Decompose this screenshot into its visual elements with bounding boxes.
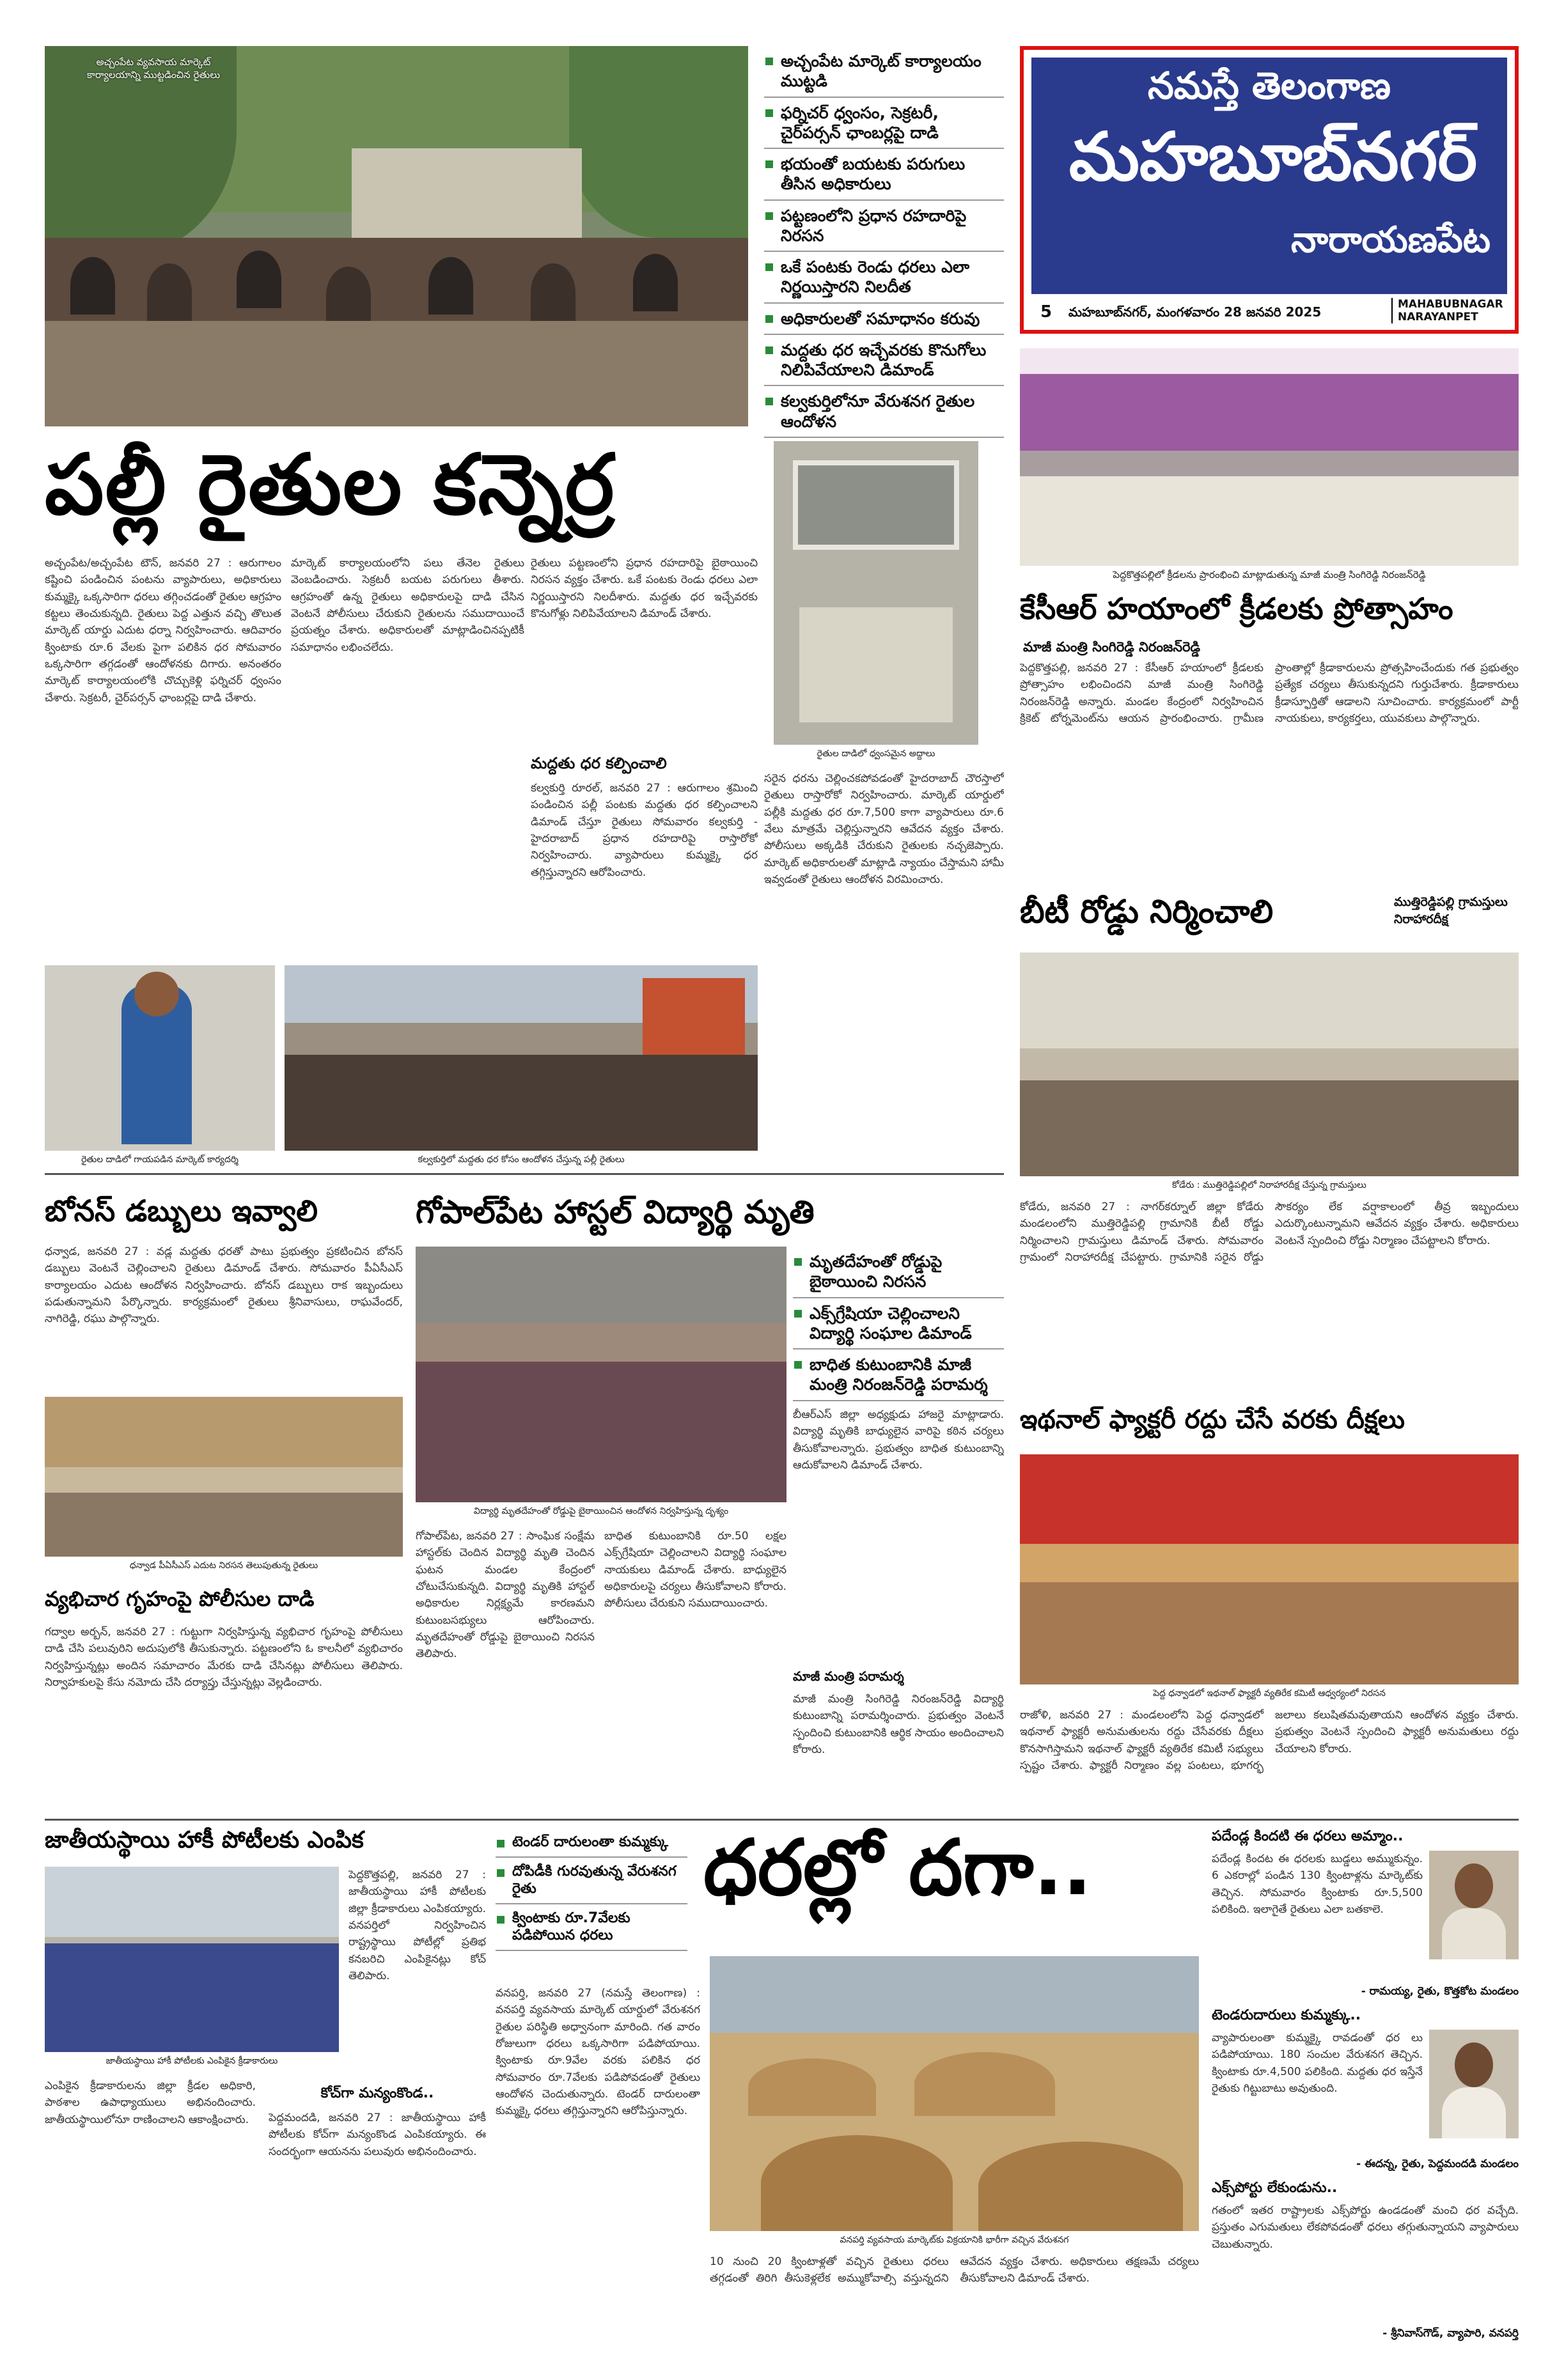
page-number: 5 bbox=[1040, 302, 1052, 322]
hockey-body-col3: పెద్దమందడి, జనవరి 27 : జాతీయస్థాయి హాకీ పోటీలకు కోచ్‌గా మన్యంకొండ ఎంపికయ్యారు. ఈ సందర్భంగా ఆయనను పలువురు అభినందించారు. bbox=[269, 2112, 486, 2158]
bt-road-headline: బీటీ రోడ్డు నిర్మించాలి bbox=[1020, 893, 1274, 930]
prices-bullet: క్వింటాకు రూ.7వేలకు పడిపోయిన ధరలు bbox=[496, 1904, 687, 1951]
raid-body: గద్వాల అర్బన్, జనవరి 27 : గుట్టుగా నిర్వహిస్తున్న వ్యభిచార గృహంపై పోలీసులు దాడి చేసి పలువురిని అదుపులోకి తీసుకున్నారు. పట్టణంలోని ఓ కాలనీలో వ్యభిచారం నిర్వహిస్తున్నట్లు అందిన సమాచారం మేరకు దాడి చేసినట్లు పోలీసులు తెలిపారు. నిర్వాహకులపై కేసు నమోదు చేసి దర్యాప్తు చేస్తున్నట్లు వెల్లడించారు. bbox=[45, 1626, 403, 1690]
lead-body-col2: మార్కెట్ కార్యాలయంలోని పలు తేనెల రైతులు వెంబడించారు. సెక్రటరీ బయట పరుగులు తీశారు. ఆగ్రహంతో ఉన్న రైతులు అధికారులపై దాడి చేసిన వెంటనే పోలీసులు చేరుకుని రైతులను సముదాయించే ప్రయత్నం చేశారు. అధికారులతో మాట్లాడించినప్పటికీ సమాధానం లభించలేదు. bbox=[291, 557, 524, 654]
edition-label: MAHABUBNAGAR NARAYANPET bbox=[1391, 298, 1506, 323]
gopalpet-subhead: మాజీ మంత్రి పరామర్శ bbox=[793, 1668, 904, 1684]
kcr-headline: కేసీఆర్ హయాంలో క్రీడలకు ప్రోత్సాహం bbox=[1020, 591, 1453, 626]
injured-secretary-caption: రైతుల దాడిలో గాయపడిన మార్కెట్ కార్యదర్శి bbox=[81, 1155, 239, 1165]
gopalpet-body-col1: గోపాల్‌పేట, జనవరి 27 : సాంఘిక సంక్షేమ హాస్టల్‌కు చెందిన విద్యార్థి మృతి చెందిన ఘటన మండల కేంద్రంలో చోటుచేసుకున్నది. విద్యార్థి మృతికి హాస్టల్ అధికారుల నిర్లక్ష్యమే కారణమని కుటుంబసభ్యులు ఆరోపించారు. మృతదేహంతో రోడ్డుపై బైఠాయించి నిరసన తెలిపారు. bbox=[416, 1530, 595, 1661]
kalwakurthy-protest-photo bbox=[285, 965, 758, 1151]
prices-bullet-list bbox=[496, 1828, 687, 1951]
lead-bullet: కల్వకుర్తిలోనూ వేరుశనగ రైతుల ఆందోళన bbox=[764, 386, 1004, 438]
ethanol-protest-photo bbox=[1020, 1454, 1519, 1684]
lead-bullet: ఒకే పంటకు రెండు ధరలు ఎలా నిర్ణయిస్తారని నిలదీత bbox=[764, 252, 1004, 304]
prices-headline: ధరల్లో దగా.. bbox=[703, 1824, 1092, 1913]
bt-road-body: కోడేరు, జనవరి 27 : నాగర్‌కర్నూల్ జిల్లా కోడేరు మండలంలోని ముత్తిరెడ్డిపల్లి గ్రామానికి బీటీ రోడ్డు నిర్మించాలని గ్రామస్తులు డిమాండ్ చేశారు. సోమవారం గ్రామంలో నిరాహారదీక్ష చేపట్టారు. గ్రామానికి సరైన రోడ్డు సౌకర్యం లేక వర్షాకాలంలో తీవ్ర ఇబ్బందులు ఎదుర్కొంటున్నామని ఆవేదన వ్యక్తం చేశారు. అధికారులు వెంటనే స్పందించి రోడ్డు నిర్మాణం చేపట్టాలని కోరారు. bbox=[1020, 1201, 1519, 1264]
hunger-strike-photo bbox=[1020, 953, 1519, 1176]
district-name: మహబూబ్‌నగర్ bbox=[1068, 118, 1478, 196]
prices-body-col1: వనపర్తి, జనవరి 27 (నమస్తే తెలంగాణ) : వనపర్తి వ్యవసాయ మార్కెట్ యార్డులో వేరుశనగ రైతుల పరిస్థితి అధ్వానంగా మారింది. గత వారం రోజులుగా ధరలు ఒక్కసారిగా పడిపోయాయి. క్వింటాకు రూ.9వేల వరకు పలికిన ధర సోమవారం రూ.7వేలకు పడిపోవడంతో రైతులు ఆందోళన చెందుతున్నారు. టెండర్ దారులంతా కుమ్మక్కై ధరలు తగ్గిస్తున్నారని ఆరోపిస్తున్నారు. bbox=[496, 1987, 700, 2118]
hockey-body-col2: ఎంపికైన క్రీడాకారులను జిల్లా క్రీడల అధికారి, పాఠశాల ఉపాధ్యాయులు అభినందించారు. జాతీయస్థాయిలోనూ రాణించాలని ఆకాంక్షించారు. bbox=[45, 2080, 256, 2126]
bt-road-tag: ముత్తిరెడ్డిపల్లి గ్రామస్తులు నిరాహారదీక్ష bbox=[1394, 895, 1508, 926]
dateline: మహబూబ్‌నగర్, మంగళవారం 28 జనవరి 2025 bbox=[1068, 304, 1322, 320]
hunger-strike-caption: కోడేరు : ముత్తిరెడ్డిపల్లిలో నిరాహారదీక్ష చేస్తున్న గ్రామస్తులు bbox=[1172, 1180, 1366, 1190]
divider bbox=[45, 1173, 1004, 1175]
support-price-subhead: మద్దతు ధర కల్పించాలి bbox=[531, 754, 667, 772]
hockey-headline: జాతీయస్థాయి హాకీ పోటీలకు ఎంపిక bbox=[45, 1827, 364, 1853]
kcr-body: పెద్దకొత్తపల్లి, జనవరి 27 : కేసీఆర్ హయాంలో క్రీడలకు ప్రోత్సాహం లభించిందని మాజీ మంత్రి సింగిరెడ్డి నిరంజన్‌రెడ్డి అన్నారు. మండల కేంద్రంలో నిర్వహించిన క్రికెట్ టోర్నమెంట్‌ను ఆయన ప్రారంభించారు. గ్రామీణ ప్రాంతాల్లో క్రీడాకారులను ప్రోత్సహించేందుకు గత ప్రభుత్వం ప్రత్యేక చర్యలు తీసుకున్నదని గుర్తుచేశారు. క్రీడాకారులు క్రీడాస్ఫూర్తితో ఆడాలని సూచించారు. కార్యక్రమంలో పార్టీ నాయకులు, కార్యకర్తలు, యువకులు పాల్గొన్నారు. bbox=[1020, 662, 1519, 726]
hockey-players-photo bbox=[45, 1867, 339, 2052]
hockey-caption: జాతీయస్థాయి హాకీ పోటీలకు ఎంపికైన క్రీడాకారులు bbox=[106, 2056, 278, 2066]
pacs-caption: ధన్వాడ పీఏసీఎస్ ఎదుట నిరసన తెలుపుతున్న రైతులు bbox=[129, 1560, 318, 1571]
lead-bullet: మద్దతు ధర ఇచ్చేవరకు కొనుగోలు నిలిపివేయాలని డిమాండ్ bbox=[764, 335, 1004, 387]
prices-bullet: టెండర్ దారులంతా కుమ్మక్కు bbox=[496, 1828, 687, 1858]
groundnut-heaps-photo bbox=[710, 1956, 1199, 2231]
lead-body-col3: రైతులు పట్టణంలోని ప్రధాన రహదారిపై బైఠాయించి నిరసన వ్యక్తం చేశారు. ఒకే పంటకు రెండు ధరలు ఎలా నిర్ణయిస్తారని నిలదీశారు. మద్దతు ధర ఇచ్చేవరకు కొనుగోళ్లు నిలిపివేయాలని డిమాండ్ చేశారు. bbox=[531, 557, 758, 621]
lead-body-col4: సరైన ధరను చెల్లించకపోవడంతో హైదరాబాద్ చౌరస్తాలో రైతులు రాస్తారోకో నిర్వహించారు. మార్కెట్ యార్డులో పల్లీకి మద్దతు ధర రూ.7,500 కాగా వ్యాపారులు రూ.6 వేలు మాత్రమే చెల్లిస్తున్నారని ఆవేదన వ్యక్తం చేశారు. పోలీసులు అక్కడికి చేరుకుని రైతులకు నచ్చజెప్పారు. మార్కెట్ అధికారులతో మాట్లాడి న్యాయం చేస్తామని హామీ ఇవ్వడంతో రైతులు ఆందోళన విరమించారు. bbox=[764, 772, 1004, 887]
groundnut-caption: వనపర్తి వ్యవసాయ మార్కెట్‌కు విక్రయానికి భారీగా వచ్చిన వేరుశనగ bbox=[840, 2235, 1069, 2245]
lead-bullet: ఫర్నిచర్ ధ్వంసం, సెక్రటరీ, చైర్‌పర్సన్ ఛాంబర్లపై దాడి bbox=[764, 98, 1004, 150]
lead-body-col1: అచ్చంపేట/అచ్చంపేట టౌన్, జనవరి 27 : ఆరుగాలం కష్టించి పండించిన పంటను వ్యాపారులు, అధికారులు కుమ్మక్కై ఒక్కసారిగా ధరలు తగ్గించడంతో రైతుల ఆగ్రహం కట్టలు తెంచుకున్నది. రైతులు పెద్ద ఎత్తున వచ్చి తొలుత మార్కెట్ యార్డు ఎదుట ధర్నా నిర్వహించారు. ఆదివారం క్వింటాకు రూ.6 వేలకు పైగా పలికిన ధర సోమవారం ఒక్కసారిగా తగ్గడంతో ఆందోళనకు దిగారు. అనంతరం మార్కెట్ కార్యాలయంలోకి చొచ్చుకెళ్లి ఫర్నిచర్ ధ్వంసం చేశారు. సెక్రటరీ, చైర్‌పర్సన్ ఛాంబర్లపై దాడి చేశారు. bbox=[45, 557, 281, 704]
gopalpet-body-col2: బాధిత కుటుంబానికి రూ.50 లక్షల ఎక్స్‌గ్రేషియా చెల్లించాలని విద్యార్థి సంఘాల నాయకులు డిమాండ్ చేశారు. బాధ్యులైన అధికారులపై చర్యలు తీసుకోవాలని కోరారు. పోలీసులు చేరుకుని సముదాయించారు. bbox=[604, 1530, 786, 1610]
ethanol-body: రాజోళి, జనవరి 27 : మండలంలోని పెద్ద ధన్వాడలో ఇథనాల్ ఫ్యాక్టరీ అనుమతులను రద్దు చేసేవరకు దీక్షలు కొనసాగిస్తామని ఇథనాల్ ఫ్యాక్టరీ వ్యతిరేక కమిటీ సభ్యులు స్పష్టం చేశారు. ఫ్యాక్టరీ నిర్మాణం వల్ల పంటలు, భూగర్భ జలాలు కలుషితమవుతాయని ఆందోళన వ్యక్తం చేశారు. ప్రభుత్వం వెంటనే స్పందించి ఫ్యాక్టరీ అనుమతులు రద్దు చేయాలని కోరారు. bbox=[1020, 1709, 1519, 1773]
brand-name: నమస్తే తెలంగాణ bbox=[1148, 64, 1391, 107]
gopalpet-protest-photo bbox=[416, 1247, 786, 1502]
quote1-head: పదేండ్ల కిందటి ఈ ధరలు అమ్మాం.. bbox=[1212, 1828, 1404, 1844]
quote1-signature: - రామయ్య, రైతు, కొత్తకోట మండలం bbox=[1361, 1985, 1519, 1998]
gopalpet-body-col3: బీఆర్‌ఎస్ జిల్లా అధ్యక్షుడు హాజరై మాట్లాడారు. విద్యార్థి మృతికి బాధ్యులైన వారిపై కఠిన చర్యలు తీసుకోవాలన్నారు. ప్రభుత్వం బాధిత కుటుంబాన్ని ఆదుకోవాలని డిమాండ్ చేశారు. bbox=[793, 1408, 1004, 1472]
gopalpet-caption: విద్యార్థి మృతదేహంతో రోడ్డుపై బైఠాయించిన ఆందోళన నిర్వహిస్తున్న దృశ్యం bbox=[473, 1506, 729, 1516]
lead-bullet: అచ్చంపేట మార్కెట్ కార్యాలయం ముట్టడి bbox=[764, 46, 1004, 98]
kcr-subhead: మాజీ మంత్రి సింగిరెడ్డి నిరంజన్‌రెడ్డి bbox=[1023, 639, 1201, 655]
ethanol-caption: పెద్ద ధన్వాడలో ఇథనాల్ ఫ్యాక్టరీ వ్యతిరేక కమిటీ ఆధ్వర్యంలో నిరసన bbox=[1153, 1688, 1386, 1699]
lead-bullet: భయంతో బయటకు పరుగులు తీసిన అధికారులు bbox=[764, 149, 1004, 201]
kalwakurthy-caption: కల్వకుర్తిలో మద్దతు ధర కోసం ఆందోళన చేస్తున్న పల్లీ రైతులు bbox=[418, 1155, 625, 1165]
gopalpet-headline: గోపాల్‌పేట హాస్టల్ విద్యార్థి మృతి bbox=[416, 1194, 815, 1231]
lead-headline: పల్లీ రైతుల కన్నెర్ర bbox=[45, 436, 616, 533]
lead-bullet: అధికారులతో సమాధానం కరువు bbox=[764, 304, 1004, 335]
prices-bullet: దోపిడీకి గురవుతున్న వేరుశనగ రైతు bbox=[496, 1858, 687, 1904]
farmer1-portrait bbox=[1429, 1851, 1519, 1959]
farmer2-portrait bbox=[1429, 2030, 1519, 2138]
broken-window-caption: రైతుల దాడిలో ధ్వంసమైన అద్దాలు bbox=[817, 749, 935, 759]
gopalpet-bullet: ఎక్స్‌గ్రేషియా చెల్లించాలని విద్యార్థి సంఘాల డిమాండ్ bbox=[793, 1298, 1004, 1350]
quote2-head: టెండరుదారులు కుమ్మక్కు.. bbox=[1212, 2007, 1361, 2023]
lead-bullet: పట్టణంలోని ప్రధాన రహదారిపై నిరసన bbox=[764, 201, 1004, 253]
quote2-signature: - ఈదన్న, రైతు, పెద్దమందడి మండలం bbox=[1356, 2158, 1519, 2170]
bonus-body: ధన్వాడ, జనవరి 27 : వడ్ల మద్దతు ధరతో పాటు ప్రభుత్వం ప్రకటించిన బోనస్ డబ్బులు వెంటనే చెల్లించాలని రైతులు డిమాండ్ చేశారు. సోమవారం పీఏసీఎస్ కార్యాలయం ఎదుట ఆందోళన నిర్వహించారు. బోనస్ డబ్బులు రాక ఇబ్బందులు పడుతున్నామని పేర్కొన్నారు. కార్యక్రమంలో రైతులు శ్రీనివాసులు, రాఘవేందర్, నాగిరెడ్డి, రఘు పాల్గొన్నారు. bbox=[45, 1245, 403, 1326]
hockey-coach-subhead: కోచ్‌గా మన్యంకొండ.. bbox=[320, 2085, 434, 2101]
broken-window-photo bbox=[774, 441, 978, 745]
gopalpet-body-col4: మాజీ మంత్రి సింగిరెడ్డి నిరంజన్‌రెడ్డి విద్యార్థి కుటుంబాన్ని పరామర్శించారు. ప్రభుత్వం వెంటనే స్పందించి కుటుంబానికి ఆర్థిక సాయం అందించాలని కోరారు. bbox=[793, 1693, 1004, 1757]
lead-protest-photo bbox=[45, 46, 748, 426]
divider bbox=[45, 1819, 1519, 1821]
bonus-headline: బోనస్ డబ్బులు ఇవ్వాలి bbox=[45, 1194, 318, 1228]
gopalpet-bullet: మృతదేహంతో రోడ్డుపై బైఠాయించి నిరసన bbox=[793, 1247, 1004, 1298]
sports-photo-caption: పెద్దకొత్తపల్లిలో క్రీడలను ప్రారంభించి మాట్లాడుతున్న మాజీ మంత్రి సింగిరెడ్డి నిరంజన్‌రెడ్డి bbox=[1113, 569, 1426, 580]
quote1-body: పదేండ్ల కిందట ఈ ధరలకు బుడ్డలు అమ్ముకున్నం. 6 ఎకరాల్లో పండిన 130 క్వింటాళ్లను మార్కెట్‌కు తెచ్చిన. సోమవారం క్వింటాకు రూ.5,500 పలికింది. ఇలాగైతే రైతులు ఎలా బతకాలె. bbox=[1212, 1853, 1423, 1917]
lead-photo-caption: అచ్చంపేట వ్యవసాయ మార్కెట్ కార్యాలయాన్ని ముట్టడించిన రైతులు bbox=[86, 56, 221, 81]
hockey-body-col1: పెద్దకొత్తపల్లి, జనవరి 27 : జాతీయస్థాయి హాకీ పోటీలకు జిల్లా క్రీడాకారులు ఎంపికయ్యారు. వనపర్తిలో నిర్వహించిన రాష్ట్రస్థాయి పోటీల్లో ప్రతిభ కనబరిచి ఎంపికైనట్లు కోచ్ తెలిపారు. bbox=[348, 1869, 486, 1983]
gopalpet-bullet: బాధిత కుటుంబానికి మాజీ మంత్రి నిరంజన్‌రెడ్డి పరామర్శ bbox=[793, 1349, 1004, 1401]
quote3-body: గతంలో ఇతర రాష్ట్రాలకు ఎక్స్‌పోర్టు ఉండడంతో మంచి ధర వచ్చేది. ప్రస్తుతం ఎగుమతులు లేకపోవడంతో ధరలు తగ్గుతున్నాయని వ్యాపారులు చెబుతున్నారు. bbox=[1212, 2204, 1519, 2251]
gopalpet-bullet-list bbox=[793, 1247, 1004, 1401]
subdistrict-name: నారాయణపేట bbox=[1291, 219, 1490, 261]
lead-bullet-list bbox=[764, 46, 1004, 438]
prices-body-col3: 10 నుంచి 20 క్వింటాళ్లతో వచ్చిన రైతులు ధరలు తగ్గడంతో తిరిగి తీసుకెళ్లలేక అమ్ముకోవాల్సి వస్తున్నదని ఆవేదన వ్యక్తం చేశారు. అధికారులు తక్షణమే చర్యలు తీసుకోవాలని డిమాండ్ చేశారు. bbox=[710, 2255, 1199, 2285]
quote3-signature: - శ్రీనివాస్‌గౌడ్, వ్యాపారి, వనపర్తి bbox=[1382, 2327, 1519, 2340]
sports-inauguration-photo bbox=[1020, 348, 1519, 566]
injured-secretary-photo bbox=[45, 965, 275, 1151]
lead-body-col3b: కల్వకుర్తి రూరల్, జనవరి 27 : ఆరుగాలం శ్రమించి పండించిన పల్లీ పంటకు మద్దతు ధర కల్పించాలని డిమాండ్ చేస్తూ రైతులు సోమవారం కల్వకుర్తి - హైదరాబాద్ ప్రధాన రహదారిపై రాస్తారోకో నిర్వహించారు. వ్యాపారులు కుమ్మక్కై ధర తగ్గిస్తున్నారని ఆరోపించారు. bbox=[531, 782, 758, 879]
masthead-box bbox=[1020, 46, 1519, 334]
quote3-head: ఎక్స్‌పోర్టు లేకుండును.. bbox=[1212, 2180, 1338, 2196]
raid-headline: వ్యభిచార గృహంపై పోలీసుల దాడి bbox=[45, 1587, 315, 1611]
quote2-body: వ్యాపారులంతా కుమ్మక్కై రావడంతో ధర లు పడిపోయాయి. 180 సంచుల వేరుశనగ తెచ్చిన. క్వింటాకు రూ.4,500 పలికింది. మద్దతు ధర ఇస్తేనే రైతుకు గిట్టుబాటు అవుతుంది. bbox=[1212, 2032, 1423, 2096]
pacs-protest-photo bbox=[45, 1397, 403, 1557]
ethanol-headline: ఇథనాల్ ఫ్యాక్టరీ రద్దు చేసే వరకు దీక్షలు bbox=[1020, 1405, 1405, 1435]
